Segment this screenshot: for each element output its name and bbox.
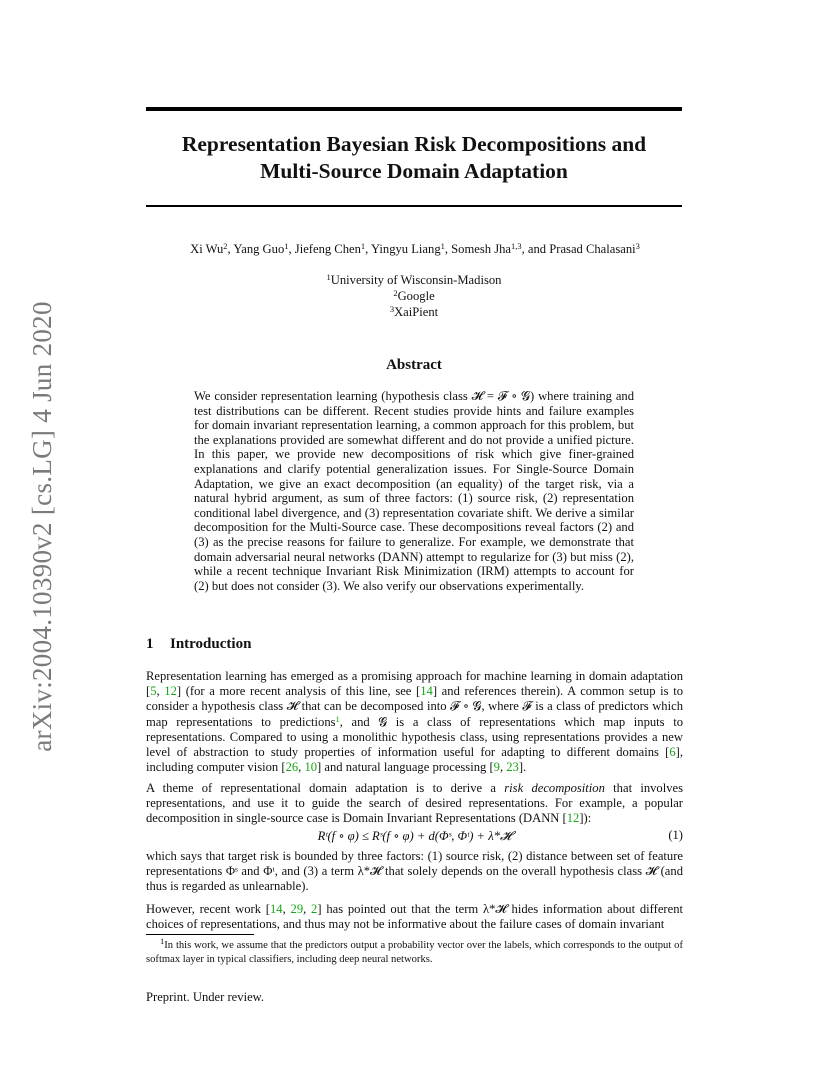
author-affil-mark: 1 — [284, 241, 289, 251]
text-run: ] and references therein). A common setup is to consider a hypothesis class 𝓗 that can be decomposed into 𝓕 ∘ 𝓖, where 𝓕 is a class of predictors which map representations to predictions — [146, 684, 683, 729]
abstract-line: We consider representation learning (hypothesis class 𝓗 = 𝓕 ∘ 𝓖) where training — [194, 389, 616, 403]
paper-title — [146, 131, 682, 185]
text-run: , — [156, 684, 165, 699]
citation-link[interactable]: 5 — [150, 684, 157, 699]
preprint-footer: Preprint. Under review. — [146, 990, 265, 1004]
affiliation-list — [146, 272, 682, 320]
author-separator: , — [288, 242, 295, 256]
author-name: Yang Guo — [233, 242, 285, 256]
affiliation-name: XaiPient — [394, 305, 439, 319]
affiliation-name: Google — [397, 289, 435, 303]
citation-link[interactable]: 29 — [290, 902, 304, 916]
affiliation-mark: 2 — [393, 288, 398, 298]
author-affil-mark: 1,3 — [511, 241, 522, 251]
text-run: A theme of representational domain adaptation is to derive a — [146, 781, 505, 795]
abstract-line: examples for domain invariant representation learning, a common approach for this — [194, 403, 634, 433]
section-number: 1 — [146, 636, 154, 652]
section-title: Introduction — [170, 636, 252, 652]
affiliation — [146, 272, 682, 288]
author-name: Jiefeng Chen — [294, 242, 361, 256]
footnote-text: In this work, we assume that the predictors output a probability vector over the labels, which corresponds to the output of softmax layer in typical classifiers, including deep neural networks. — [146, 940, 683, 965]
author-affil-mark: 3 — [635, 241, 640, 251]
author-name: Xi Wu — [190, 242, 224, 256]
abstract-line: a unified picture. In this paper, we provide new decompositions of risk which — [194, 432, 634, 462]
author-separator: , — [444, 242, 452, 256]
text-run: , — [298, 760, 305, 775]
text-run: Representation learning has emerged as a promising approach for machine learning in domain adaptation [ — [146, 669, 683, 699]
author-name: Somesh Jha — [451, 242, 511, 256]
text-run: , and 𝓖 is a class of representations which map inputs to representations. Compared to using a monolithic hypothesis class, using representations provides a new level of abstraction to study properties of information useful for adapting to different domains [ — [146, 714, 683, 760]
abstract-line: of the target risk, via a natural hybrid argument, as sum of three factors: (1) — [194, 476, 635, 506]
text-run: However, recent work [ — [146, 902, 270, 916]
text-run: which says that target risk is bounded by three factors: (1) source risk, (2) distance between set of feature representations Φˢ and Φᵗ, and (3) a term λ*𝓗 that solely depends on the overall hypothesis class 𝓗 (and thus is regarded as unlearnable). — [146, 849, 683, 894]
affiliation-name: University of Wisconsin-Madison — [330, 273, 502, 287]
text-run: , — [499, 760, 507, 775]
abstract-line: generalize. For example, we demonstrate that domain adversarial neural networks — [194, 534, 634, 564]
author-list — [120, 242, 710, 257]
intro-paragraph-1 — [146, 669, 683, 775]
citation-link[interactable]: 9 — [493, 760, 500, 775]
abstract-line: and test distributions can be different. Recent studies provide hints and failure — [194, 389, 634, 418]
footnote — [146, 936, 683, 966]
footnote-rule — [146, 934, 254, 935]
arxiv-identifier-text: arXiv:2004.10390v2 [cs.LG] 4 Jun 2020 — [26, 300, 57, 752]
abstract-line: Single-Source Domain Adaptation, we give an exact decomposition (an equality) — [194, 461, 635, 491]
affiliation-mark: 1 — [326, 272, 331, 282]
text-run: ]): — [579, 811, 592, 826]
author-name: Prasad Chalasani — [549, 242, 636, 256]
citation-link[interactable]: 23 — [506, 760, 519, 775]
equation-formula: Rᵗ(f ∘ φ) ≤ Rˢ(f ∘ φ) + d(Φˢ, Φᵗ) + λ*𝓗 — [317, 829, 512, 843]
text-run: ] (for a more recent analysis of this line, see [ — [176, 684, 421, 699]
citation-link[interactable]: 26 — [285, 760, 299, 775]
abstract-line: give finer-grained explanations and clarify potential generalization issues. For — [194, 447, 634, 476]
intro-paragraph-2 — [146, 781, 683, 827]
abstract-line: covariate shift. We derive a similar decomposition for the Multi-Source case. — [194, 505, 635, 535]
citation-link[interactable]: 12 — [566, 811, 580, 826]
abstract-line: These decompositions reveal factors (2) and (3) as the precise reasons for failure to — [194, 520, 635, 549]
abstract-line: (DANN) attempt to regularize for (3) but miss (2), while a recent technique Invariant — [194, 549, 634, 579]
affiliation — [146, 304, 682, 320]
abstract-line: Risk Minimization (IRM) attempts to account for (2) but does not consider (3). We — [194, 564, 634, 593]
abstract-line: problem, but the explanations provided are somewhat different and do not provide — [194, 418, 635, 447]
title-bottom-rule — [146, 205, 682, 207]
intro-paragraph-3 — [146, 849, 683, 895]
title-line-2: Multi-Source Domain Adaptation — [260, 159, 568, 183]
intro-paragraph-4 — [146, 902, 683, 932]
equation-number: (1) — [668, 828, 683, 842]
affiliation-mark: 3 — [389, 304, 395, 314]
citation-link[interactable]: 14 — [420, 684, 433, 699]
affiliation — [146, 288, 682, 304]
abstract-line: source risk, (2) representation conditional label divergence, and (3) representation — [194, 491, 634, 520]
author-affil-mark: 1 — [440, 241, 445, 251]
author-separator: , — [365, 242, 371, 256]
emphasis-text: risk decomposition — [504, 781, 605, 795]
text-run: ]. — [518, 760, 527, 775]
footnote-link[interactable]: 1 — [335, 713, 340, 724]
text-run: , — [303, 902, 312, 916]
text-run: ], including computer vision [ — [146, 745, 683, 775]
citation-link[interactable]: 2 — [311, 902, 318, 916]
text-run: ] and natural language processing [ — [317, 760, 494, 775]
title-line-1: Representation Bayesian Risk Decompositions and — [181, 132, 647, 156]
arxiv-identifier — [22, 296, 62, 756]
author-name: Yingyu Liang — [371, 242, 441, 256]
footnote-mark: 1 — [160, 936, 165, 946]
citation-link[interactable]: 12 — [164, 684, 177, 699]
abstract-body — [194, 389, 634, 593]
text-run: , — [282, 902, 291, 916]
title-top-rule — [146, 107, 682, 111]
text-run: that involves representations, and use it to guide the search of desired representations. For example, a popular decomposition in single-source case is Domain Invariant Representations (DANN [ — [146, 781, 684, 826]
citation-link[interactable]: 6 — [669, 745, 676, 760]
author-affil-mark: 1 — [360, 241, 366, 251]
abstract-line: also verify our observations experimentally. — [362, 578, 584, 593]
citation-link[interactable]: 14 — [269, 902, 283, 916]
abstract-heading: Abstract — [386, 357, 442, 373]
author-separator: , and — [521, 242, 550, 256]
author-separator: , — [227, 242, 234, 256]
author-affil-mark: 2 — [223, 241, 228, 251]
section-heading — [146, 636, 251, 653]
text-run: ] has pointed out that the term λ*𝓗 hides information about different choices of representations, and thus may not be informative about the failure cases of domain invariant — [146, 902, 684, 932]
citation-link[interactable]: 10 — [304, 760, 318, 775]
